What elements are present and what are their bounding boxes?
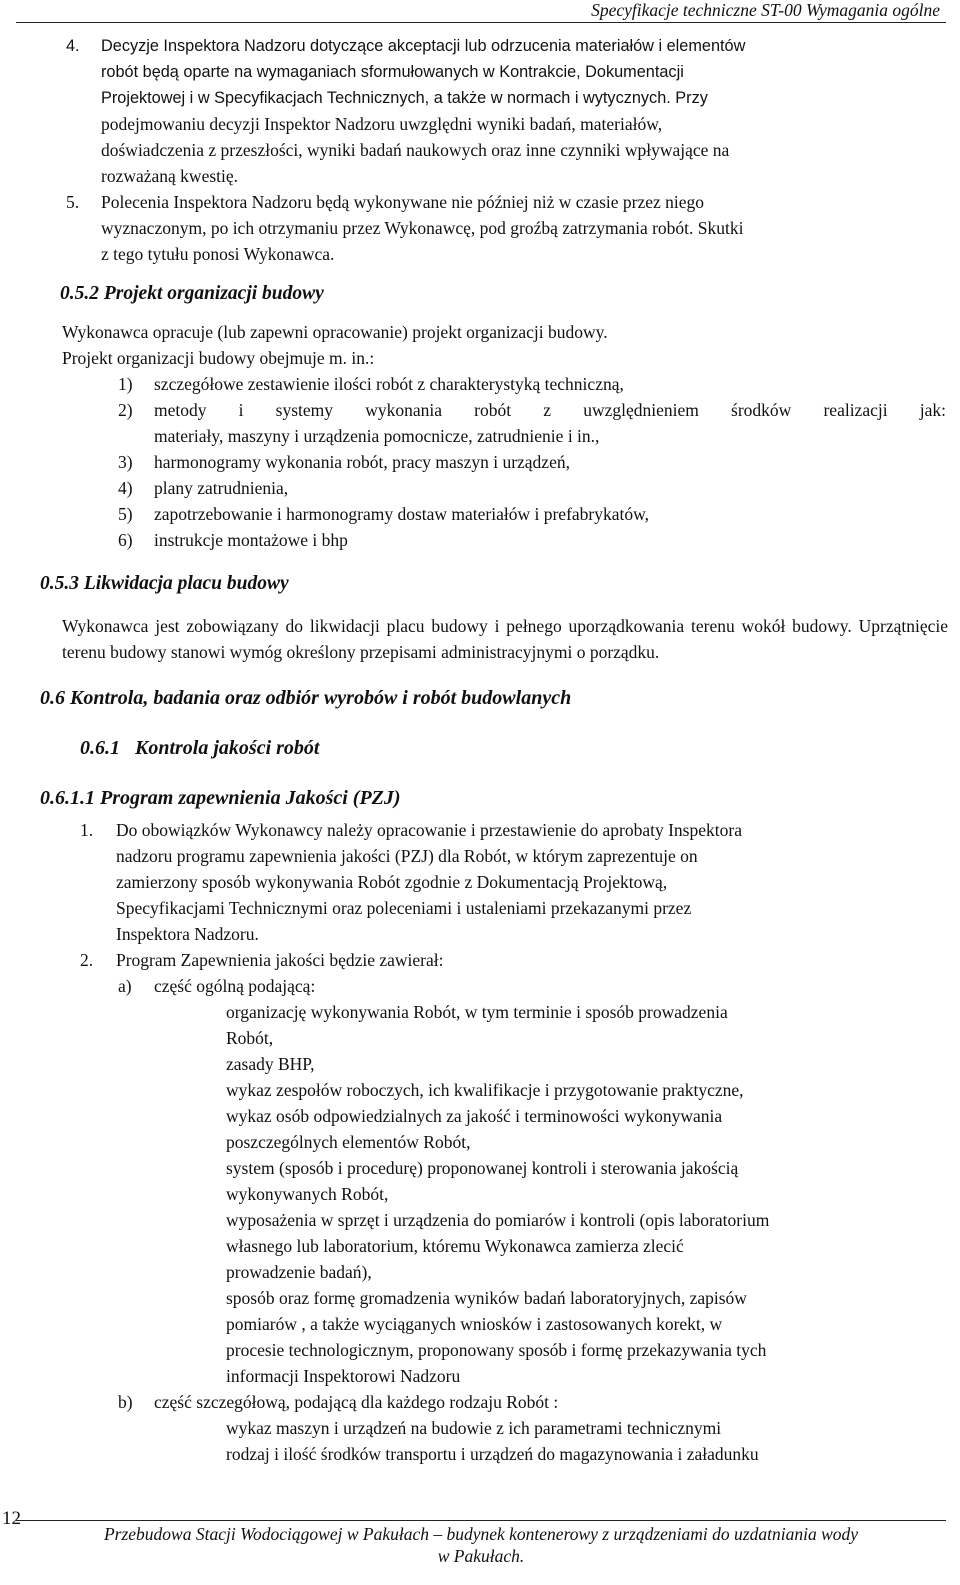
list-number: 4) [118,478,133,498]
text-line: informacji Inspektorowi Nadzoru [226,1366,461,1386]
text-line: Do obowiązków Wykonawcy należy opracowanie i przestawienie do aprobaty Inspektora [116,820,742,840]
sub-list-a-content [0,999,960,1389]
text-line: zamierzony sposób wykonywania Robót zgodnie z Dokumentacją Projektową, [116,872,668,892]
section-heading-0-5-3: 0.5.3 Likwidacja placu budowy [40,573,289,594]
list-number: 4. [66,37,80,55]
text-line: Polecenia Inspektora Nadzoru będą wykonywane nie później niż w czasie przez niego [101,192,705,212]
text-line: Decyzje Inspektora Nadzoru dotyczące akceptacji lub odrzucenia materiałów i elementów [101,37,746,55]
text-line: poszczególnych elementów Robót, [226,1132,471,1152]
section-intro-2: Projekt organizacji budowy obejmuje m. in.: [62,348,375,368]
text-line: procesie technologicznym, proponowany sposób i formę przekazywania tych [226,1340,767,1360]
page-content [0,33,960,1467]
text-line: metody i systemy wykonania robót z uwzględnieniem środków realizacji jak: [154,400,946,420]
text-line: wyznaczonym, po ich otrzymaniu przez Wykonawcę, pod groźbą zatrzymania robót. Skutki [101,218,744,238]
section-heading-0-5-2: 0.5.2 Projekt organizacji budowy [60,283,324,304]
text-line: Inspektora Nadzoru. [116,924,259,944]
text-line: nadzoru programu zapewnienia jakości (PZJ) dla Robót, w którym zaprezentuje on [116,846,698,866]
text-line: harmonogramy wykonania robót, pracy maszyn i urządzeń, [154,452,570,472]
list-letter: a) [118,976,132,996]
text-line: sposób oraz formę gromadzenia wyników badań laboratoryjnych, zapisów [226,1288,747,1308]
page-header [16,0,946,23]
page-number: 12 [2,1508,21,1529]
text-line: Program Zapewnienia jakości będzie zawierał: [116,950,444,970]
text-line: Specyfikacjami Technicznymi oraz poleceniami i ustaleniami przekazanymi przez [116,898,692,918]
text-line: z tego tytułu ponosi Wykonawca. [101,244,335,264]
text-line: wykaz osób odpowiedzialnych za jakość i terminowości wykonywania [226,1106,723,1126]
list-item [0,947,960,973]
list-item [0,475,960,501]
text-line: zapotrzebowanie i harmonogramy dostaw materiałów i prefabrykatów, [154,504,649,524]
text-line: doświadczenia z przeszłości, wyniki badań naukowych oraz inne czynniki wpływające na [101,140,730,160]
header-title: Specyfikacje techniczne ST-00 Wymagania ogólne [591,0,940,20]
text-line: wykaz zespołów roboczych, ich kwalifikacje i przygotowanie praktyczne, [226,1080,744,1100]
section-heading-0-6-1-1: 0.6.1.1 Program zapewnienia Jakości (PZJ) [40,787,401,809]
section-heading-0-6: 0.6 Kontrola, badania oraz odbiór wyrobów i robót budowlanych [40,687,572,709]
page-footer [16,1520,946,1567]
list-letter: b) [118,1392,133,1412]
text-line: rodzaj i ilość środków transportu i urządzeń do magazynowania i załadunku [226,1444,759,1464]
list-number: 6) [118,530,133,550]
list-number: 5) [118,504,133,524]
list-number: 1) [118,374,133,394]
text-line: pomiarów , a także wyciąganych wniosków i zastosowanych korekt, w [226,1314,723,1334]
footer-line-2: w Pakułach. [437,1546,525,1566]
text-line: wykonywanych Robót, [226,1184,389,1204]
text-line: system (sposób i procedurę) proponowanej kontroli i sterowania jakością [226,1158,739,1178]
list-number: 5. [66,192,80,212]
text-line: podejmowaniu decyzji Inspektor Nadzoru uwzględni wyniki badań, materiałów, [101,114,663,134]
text-line: plany zatrudnienia, [154,478,289,498]
text-line: organizację wykonywania Robót, w tym terminie i sposób prowadzenia [226,1002,728,1022]
text-line: szczegółowe zestawienie ilości robót z charakterystyką techniczną, [154,374,624,394]
list-number: 1. [80,820,94,840]
text-line: materiały, maszyny i urządzenia pomocnicze, zatrudnienie i in., [154,426,600,446]
list-item [0,371,960,397]
list-item [0,501,960,527]
list-item-4 [0,33,960,189]
list-item [0,397,960,449]
footer-line-1: Przebudowa Stacji Wodociągowej w Pakułach – budynek kontenerowy z urządzeniami do uzdatniania wody [103,1524,859,1544]
list-item [0,527,960,553]
sub-list-a [0,973,960,999]
text-line: robót będą oparte na wymaganiach sformułowanych w Kontrakcie, Dokumentacji [101,63,684,81]
list-number: 2) [118,400,133,420]
section-text: Wykonawca jest zobowiązany do likwidacji placu budowy i pełnego uporządkowania terenu wokół budowy. Uprzątnięcie terenu budowy stanowi wymóg określony przepisami administracyjnymi o porządku. [62,616,948,662]
text-line: wykaz maszyn i urządzeń na budowie z ich parametrami technicznymi [226,1418,722,1438]
text-line: zasady BHP, [226,1054,315,1074]
sub-list-label: część ogólną podającą: [154,976,316,996]
sub-list-b-content [0,1415,960,1467]
section-intro-1: Wykonawca opracuje (lub zapewni opracowanie) projekt organizacji budowy. [62,322,608,342]
text-line: rozważaną kwestię. [101,166,239,186]
list-item-5 [0,189,960,267]
text-line: własnego lub laboratorium, któremu Wykonawca zamierza zlecić [226,1236,684,1256]
text-line: Robót, [226,1028,274,1048]
list-number: 2. [80,950,94,970]
list-item [0,449,960,475]
text-line: Projektowej i w Specyfikacjach Technicznych, a także w normach i wytycznych. Przy [101,89,708,107]
text-line: wyposażenia w sprzęt i urządzenia do pomiarów i kontroli (opis laboratorium [226,1210,770,1230]
list-item [0,817,960,947]
sub-list-label: część szczegółową, podającą dla każdego rodzaju Robót : [154,1392,559,1412]
text-line: prowadzenie badań), [226,1262,372,1282]
text-line: instrukcje montażowe i bhp [154,530,348,550]
section-heading-0-6-1: 0.6.1 Kontrola jakości robót [80,737,320,759]
sub-list-b [0,1389,960,1415]
list-number: 3) [118,452,133,472]
